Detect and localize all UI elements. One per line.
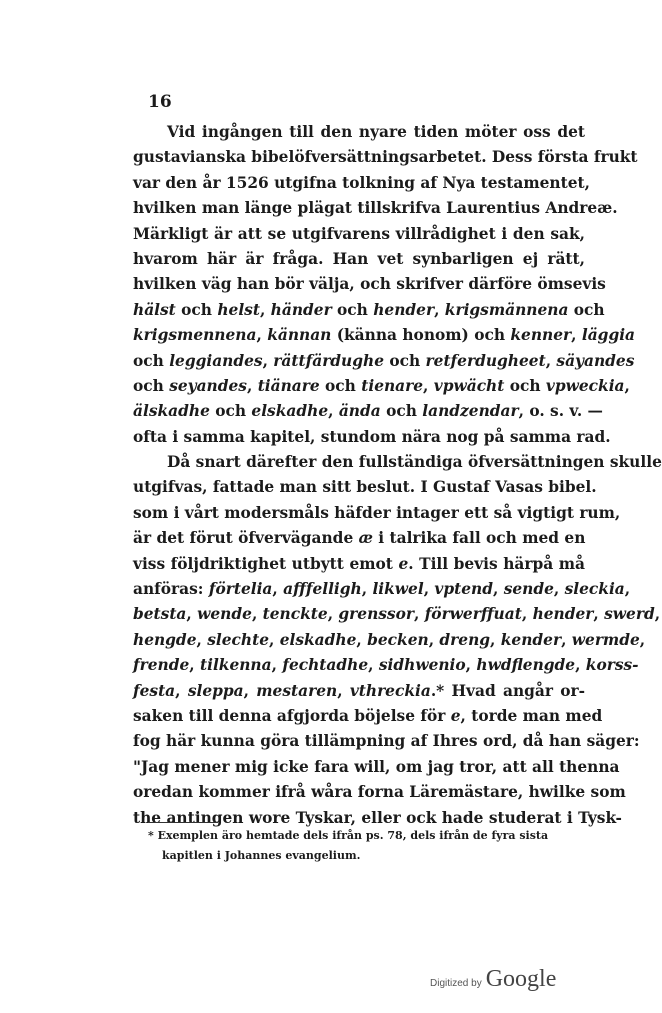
text-line: Vid ingången till den nyare tiden möter oss det bbox=[167, 123, 585, 141]
text-line: "Jag mener mig icke fara will, om jag tror, att all thenna bbox=[133, 757, 620, 776]
text-line: anföras: förtelia, afffelligh, likwel, vptend, sende, sleckia, bbox=[133, 580, 631, 599]
text-line: hengde, slechte, elskadhe, becken, dreng, kender, wermde, bbox=[133, 630, 646, 649]
text-line: och seyandes, tiänare och tienare, vpwächt och vpweckia, bbox=[133, 376, 630, 395]
text-line: fog här kunna göra tillämpning af Ihres ord, då han säger: bbox=[133, 732, 640, 751]
text-line: frende, tilkenna, fechtadhe, sidhwenio, hwdflengde, korss- bbox=[133, 656, 639, 675]
watermark-prefix: Digitized by bbox=[430, 978, 482, 989]
digitized-by-google-watermark bbox=[430, 966, 556, 993]
text-line: hvarom här är fråga. Han vet synbarligen ej rätt, bbox=[133, 249, 585, 268]
text-line: viss följdriktighet utbytt emot e. Till bevis härpå må bbox=[133, 554, 585, 573]
text-line: och leggiandes, rättfärdughe och retferdugheet, säyandes bbox=[133, 351, 635, 370]
text-line: the antingen wore Tyskar, eller ock hade studerat i Tysk- bbox=[133, 808, 622, 827]
footnote-line: * Exemplen äro hemtade dels ifrån ps. 78, dels ifrån de fyra sista bbox=[148, 829, 549, 842]
text-line: hvilken man länge plägat tillskrifva Laurentius Andreæ. bbox=[133, 199, 618, 218]
text-line: var den år 1526 utgifna tolkning af Nya testamentet, bbox=[133, 173, 590, 192]
text-line: utgifvas, fattade man sitt beslut. I Gustaf Vasas bibel. bbox=[133, 478, 597, 497]
text-line: är det förut öfvervägande æ i talrika fall och med en bbox=[133, 529, 586, 548]
footnote-divider bbox=[148, 822, 218, 823]
text-line: oredan kommer ifrå wåra forna Läremästare, hwilke som bbox=[133, 783, 626, 802]
text-line: Då snart därefter den fullständiga öfversättningen skulle bbox=[167, 453, 662, 472]
text-line: ofta i samma kapitel, stundom nära nog på samma rad. bbox=[133, 427, 611, 446]
text-line: Märkligt är att se utgifvarens villrådighet i den sak, bbox=[133, 224, 585, 243]
text-line: saken till denna afgjorda böjelse för e, torde man med bbox=[133, 706, 603, 725]
text-line: som i vårt modersmåls häfder intager ett så vigtigt rum, bbox=[133, 503, 621, 522]
body-text bbox=[133, 120, 662, 831]
text-line: betsta, wende, tenckte, grenssor, förwerffuat, hender, swerd, bbox=[133, 605, 661, 624]
google-logo: Google bbox=[485, 966, 557, 992]
text-line: hvilken väg han bör välja, och skrifver därföre ömsevis bbox=[133, 275, 606, 294]
footnote bbox=[148, 826, 588, 866]
footnote-line: kapitlen i Johannes evangelium. bbox=[162, 849, 361, 862]
page-number: 16 bbox=[148, 92, 172, 112]
text-line: festa, sleppa, mestaren, vthreckia.* Hvad angår or- bbox=[133, 681, 586, 700]
text-line: hälst och helst, händer och hender, krigsmännena och bbox=[133, 300, 605, 319]
text-line: älskadhe och elskadhe, ända och landzendar, o. s. v. — bbox=[133, 402, 603, 421]
text-line: gustavianska bibelöfversättningsarbetet. Dess första frukt bbox=[133, 148, 638, 167]
text-line: krigsmennena, kännan (känna honom) och kenner, läggia bbox=[133, 326, 636, 345]
